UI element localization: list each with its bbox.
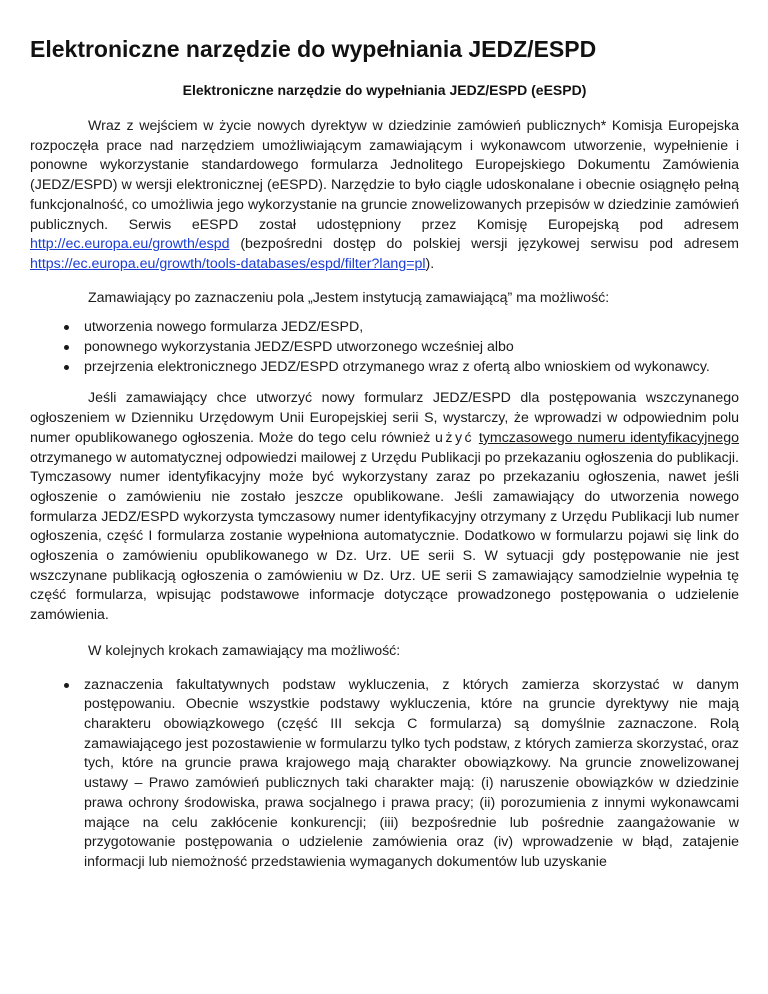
steps-list [30, 676, 739, 873]
intro-paragraph [30, 117, 739, 275]
underlined-phrase: tymczasowego numeru identyfikacyjnego [478, 429, 739, 446]
espd-link[interactable]: http://ec.europa.eu/growth/espd [30, 236, 230, 253]
espd-polish-link[interactable]: https://ec.europa.eu/growth/tools-databases/espd/filter?lang=pl [30, 255, 426, 272]
intro-text-1: Wraz z wejściem w życie nowych dyrektyw w dziedzinie zamówień publicznych* Komisja Europejska rozpoczęła prace nad narzędziem umożliwiającym zamawiającym i wykonawcom utworzenie, wypełnienie i ponowne wykorzystanie standardowego formularza Jednolitego Europejskiego Dokumentu Zamówienia (JEDZ/ESPD) w wersji elektronicznej (eESPD). Narzędzie to było ciągle udoskonalane i obecnie osiągnęło pełną funkcjonalność, co umożliwia jego wykorzystanie na gruncie znowelizowanych przepisów w dziedzinie zamówień publicznych. Serwis eESPD został udostępniony przez Komisję Europejską pod adresem [30, 118, 739, 233]
section-subtitle: Elektroniczne narzędzie do wypełniania JEDZ/ESPD (eESPD) [182, 82, 587, 98]
steps-intro: W kolejnych krokach zamawiający ma możliwość: [88, 642, 401, 659]
new-form-text-b: otrzymanego w automatycznej odpowiedzi mailowej z Urzędu Publikacji po przekazaniu ogłoszenia do publikacji. Tymczasowy numer identyfikacyjny może być wykorzystany zaraz po przekazaniu ogłoszenia, nawet jeśli ogłoszenie o zamówieniu nie zostało jeszcze opublikowane. Jeśli zamawiający do utworzenia nowego formularza JEDZ/ESPD wykorzysta tymczasowy numer identyfikacyjny otrzymany z Urzędu Publikacji lub numer ogłoszenia, część I formularza zostanie wypełniona automatycznie. Dodatkowo w formularzu pojawi się link do ogłoszenia o zamówieniu opublikowanego w Dz. Urz. UE serii S. W sytuacji gdy postępowanie nie jest wszczynane publikacją ogłoszenia o zamówieniu w Dz. Urz. UE serii S zamawiający samodzielnie wypełnia tę część formularza, wpisując podstawowe informacje dotyczące prowadzonego postępowania o udzielenie zamówienia. [30, 449, 739, 624]
page-title: Elektroniczne narzędzie do wypełniania JEDZ/ESPD [30, 36, 597, 62]
list-item: ponownego wykorzystania JEDZ/ESPD utworzonego wcześniej albo [84, 338, 739, 358]
list-item: zaznaczenia fakultatywnych podstaw wykluczenia, z których zamierza skorzystać w danym postępowaniu. Obecnie wszystkie podstawy wykluczenia, które na gruncie dyrektywy nie mają charakteru obowiązkowego (część III sekcja C formularza) są domyślnie zaznaczone. Rolą zamawiającego jest pozostawienie w formularzu tylko tych podstaw, z których zamierza skorzystać, oraz tych, które na gruncie prawa krajowego mają charakter obowiązkowy. Na gruncie znowelizowanej ustawy – Prawo zamówień publicznych taki charakter mają: (i) naruszenie obowiązków w dziedzinie prawa ochrony środowiska, prawa socjalnego i prawa pracy; (ii) porozumienia z innymi wykonawcami mające na celu zakłócenie konkurencji; (iii) bezpośrednie lub pośrednie zaangażowanie w przygotowanie postępowania o udzielenie zamówienia oraz (iv) wprowadzenie w błąd, zatajenie informacji lub niemożność przedstawienia wymaganych dokumentów lub uzyskanie [84, 676, 739, 873]
list-item: utworzenia nowego formularza JEDZ/ESPD, [84, 318, 739, 338]
intro-text-2: (bezpośredni dostęp do polskiej wersji językowej serwisu pod adresem [229, 236, 739, 253]
list-item: przejrzenia elektronicznego JEDZ/ESPD otrzymanego wraz z ofertą albo wnioskiem od wykonawcy. [84, 358, 739, 378]
new-form-text-a: Jeśli zamawiający chce utworzyć nowy formularz JEDZ/ESPD dla postępowania wszczynanego ogłoszeniem w Dzienniku Urzędowym Unii Europejskiej serii S, wystarczy, że wprowadzi w odpowiednim polu numer opublikowanego ogłoszenia. Może do tego celu również [30, 390, 739, 446]
new-form-paragraph [30, 389, 739, 625]
spaced-word: użyć [434, 429, 475, 446]
intro-text-3: ). [425, 255, 435, 272]
options-intro: Zamawiający po zaznaczeniu pola „Jestem instytucją zamawiającą” ma możliwość: [88, 289, 610, 306]
options-list [30, 318, 739, 377]
